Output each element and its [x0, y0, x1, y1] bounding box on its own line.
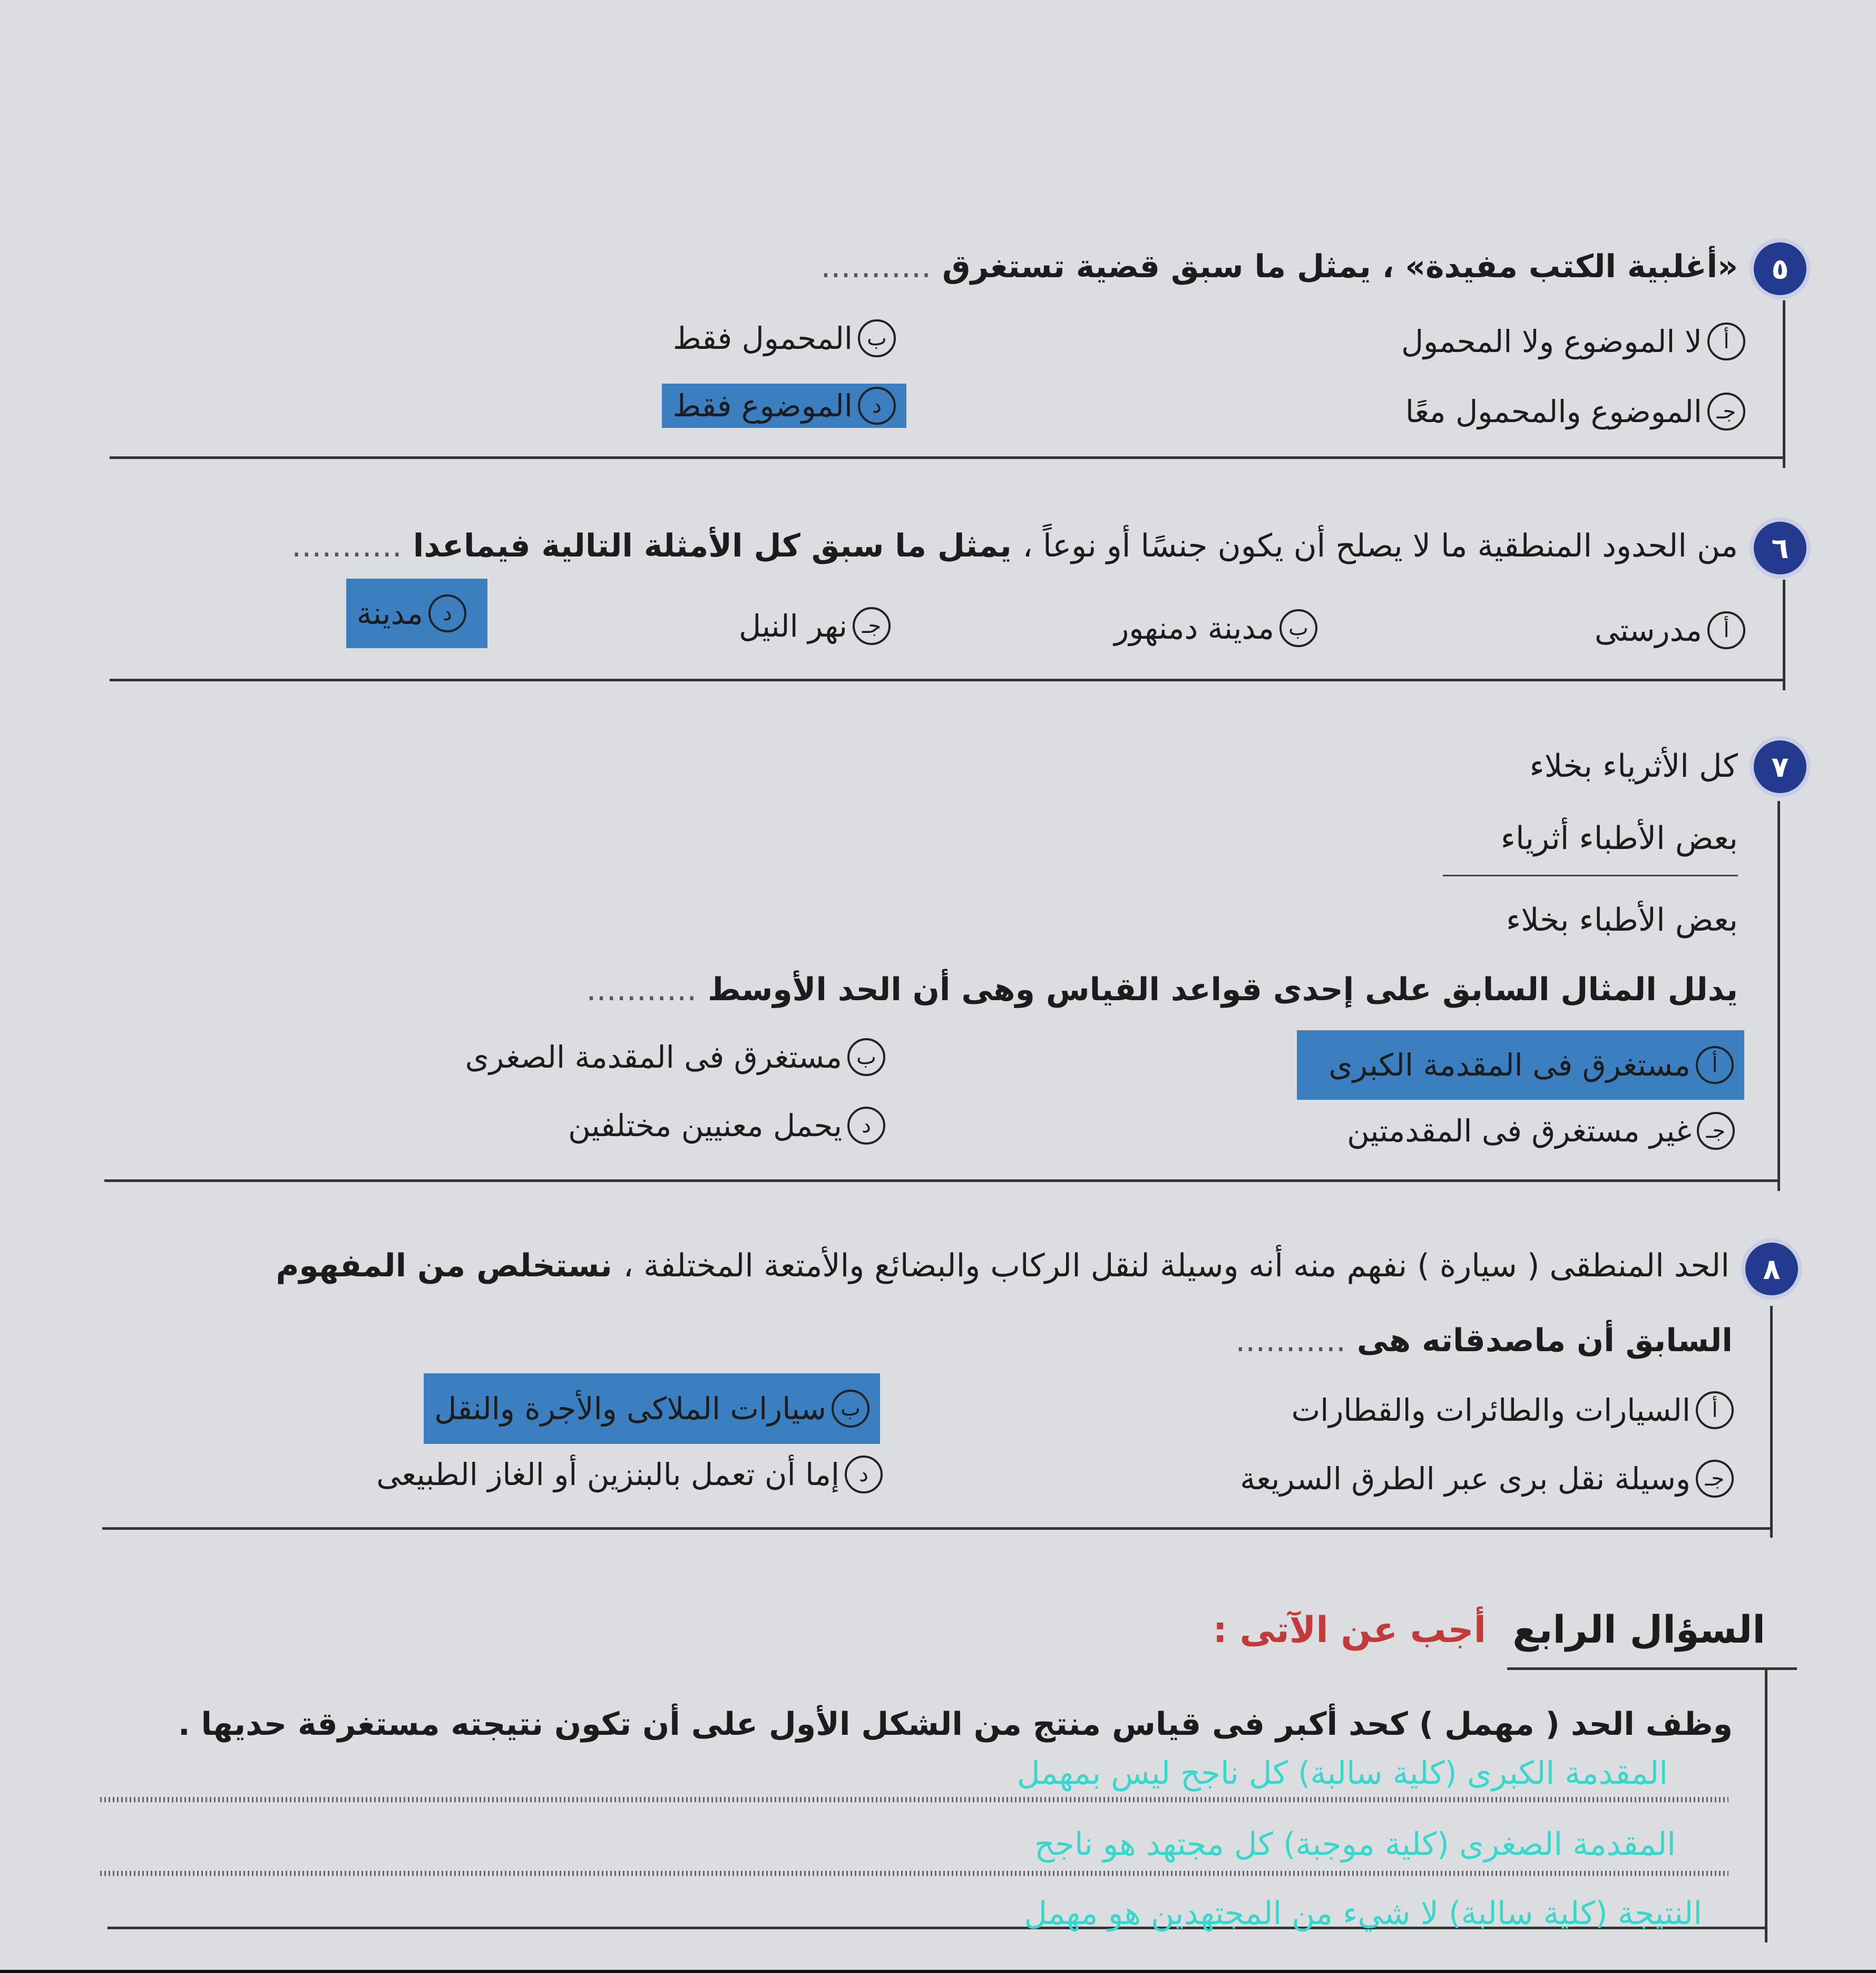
q8-frame-bottom — [102, 1527, 1773, 1530]
question-8-text-line1 — [276, 1247, 1730, 1285]
question-5-text — [820, 248, 1738, 286]
q6-option-a[interactable] — [1595, 611, 1745, 649]
option-label: غير مستغرق فى المقدمتين — [1347, 1113, 1692, 1149]
question-5-stem: «أغلبية الكتب مفيدة» ، يمثل ما سبق قضية تستغرق — [942, 248, 1738, 285]
option-label: وسيلة نقل برى عبر الطرق السريعة — [1240, 1461, 1691, 1497]
q5-option-a[interactable] — [1401, 323, 1745, 360]
option-label: إما أن تعمل بالبنزين أو الغاز الطبيعى — [376, 1457, 839, 1492]
question-7-premise-minor: بعض الأطباء أثرياء — [1500, 820, 1738, 857]
section-4-title-underline — [1507, 1667, 1797, 1670]
option-letter-b: ب — [847, 1038, 885, 1076]
option-label: سيارات الملاكى والأجرة والنقل — [434, 1391, 826, 1427]
question-8-text-line2 — [1235, 1322, 1733, 1360]
q7-option-b[interactable] — [465, 1038, 885, 1076]
question-7-conclusion: بعض الأطباء بخلاء — [1506, 902, 1738, 939]
question-8-stem-line2: السابق أن ماصدقاته هى — [1356, 1322, 1733, 1359]
q5-frame-bottom — [110, 456, 1785, 459]
q7-frame-bottom — [104, 1179, 1780, 1182]
page-bottom-edge — [0, 1970, 1876, 1973]
option-label: لا الموضوع ولا المحمول — [1401, 324, 1702, 359]
question-8-stem-bold: نستخلص من المفهوم — [276, 1247, 612, 1284]
q5-option-b[interactable] — [673, 319, 896, 357]
question-8-number: ٨ — [1745, 1243, 1798, 1295]
question-6-stem-bold: يمثل ما سبق كل الأمثلة التالية فيماعدا — [413, 528, 1012, 564]
option-label: نهر النيل — [738, 608, 847, 644]
option-label: الموضوع والمحمول معًا — [1405, 394, 1702, 429]
q5-frame-right — [1783, 300, 1785, 468]
syllogism-divider — [1443, 875, 1738, 876]
question-7-stem: يدلل المثال السابق على إحدى قواعد القياس وهى أن الحد الأوسط — [708, 971, 1738, 1008]
option-letter-b: ب — [858, 319, 896, 357]
q6-option-c[interactable] — [739, 607, 891, 645]
question-5-blank: ........... — [820, 248, 932, 285]
handwritten-answer-conclusion: النتيجة (كلية سالبة) لا شيء من المجتهدين هو مهمل — [1024, 1895, 1702, 1932]
question-5-number: ٥ — [1754, 242, 1806, 295]
option-letter-d: د — [428, 594, 466, 632]
option-letter-c: جـ — [1707, 393, 1745, 431]
section-4-frame-right — [1765, 1668, 1767, 1942]
option-label: مدرستى — [1595, 612, 1702, 648]
q7-option-a-selected[interactable] — [1297, 1030, 1744, 1100]
option-letter-a: أ — [1707, 611, 1745, 649]
option-letter-b: ب — [832, 1390, 869, 1428]
section-4-title: السؤال الرابع — [1512, 1607, 1765, 1652]
option-letter-c: جـ — [1697, 1112, 1735, 1150]
q5-option-c[interactable] — [1405, 393, 1745, 431]
option-letter-d: د — [858, 387, 896, 425]
question-6-stem-plain: من الحدود المنطقية ما لا يصلح أن يكون جنسًا أو نوعاً ، — [1022, 528, 1738, 564]
question-7-premise-major: كل الأثرياء بخلاء — [1529, 748, 1738, 785]
handwritten-answer-major-premise: المقدمة الكبرى (كلية سالبة) كل ناجح ليس بمهمل — [1017, 1755, 1668, 1792]
option-letter-d: د — [847, 1107, 885, 1145]
option-label: مدينة — [356, 595, 423, 631]
option-label: المحمول فقط — [673, 320, 853, 356]
q7-frame-right — [1777, 801, 1780, 1191]
question-7-number: ٧ — [1754, 740, 1806, 793]
q5-option-d-selected[interactable] — [662, 384, 906, 428]
answer-line-1 — [100, 1797, 1728, 1802]
question-8-blank: ........... — [1235, 1322, 1346, 1359]
question-8-stem-plain: الحد المنطقى ( سيارة ) نفهم منه أنه وسيلة لنقل الركاب والبضائع والأمتعة المختلفة ، — [623, 1247, 1730, 1284]
answer-line-2 — [100, 1871, 1728, 1876]
question-6-number: ٦ — [1754, 522, 1806, 574]
question-7-blank: ........... — [586, 971, 697, 1008]
option-label: السيارات والطائرات والقطارات — [1291, 1392, 1691, 1428]
q8-option-b-selected[interactable] — [424, 1373, 880, 1444]
q7-option-d[interactable] — [568, 1107, 885, 1145]
question-6-blank: ........... — [291, 528, 402, 564]
option-label: مدينة دمنهور — [1114, 610, 1274, 646]
option-letter-c: جـ — [1696, 1460, 1734, 1498]
q6-frame-bottom — [110, 679, 1785, 681]
section-4-instruction: أجب عن الآتى : — [1213, 1609, 1486, 1651]
q6-option-b[interactable] — [1114, 609, 1317, 647]
option-label: مستغرق فى المقدمة الكبرى — [1328, 1047, 1691, 1083]
section-4-question: وظف الحد ( مهمل ) كحد أكبر فى قياس منتج من الشكل الأول على أن تكون نتيجته مستغرقة حديها . — [178, 1706, 1733, 1743]
q6-frame-right — [1783, 580, 1785, 690]
option-letter-c: جـ — [853, 607, 891, 645]
option-letter-b: ب — [1279, 609, 1317, 647]
question-7-question — [586, 971, 1738, 1009]
q8-frame-right — [1770, 1306, 1773, 1538]
q6-option-d-selected[interactable] — [346, 579, 487, 648]
option-letter-a: أ — [1696, 1391, 1734, 1429]
q8-option-d[interactable] — [376, 1456, 883, 1493]
q7-option-c[interactable] — [1347, 1112, 1735, 1150]
question-6-text — [291, 527, 1738, 565]
option-letter-a: أ — [1696, 1046, 1734, 1084]
option-label: يحمل معنيين مختلفين — [568, 1108, 842, 1144]
q8-option-a[interactable] — [1292, 1391, 1734, 1429]
option-label: الموضوع فقط — [672, 388, 853, 424]
option-letter-d: د — [845, 1456, 883, 1493]
handwritten-answer-minor-premise: المقدمة الصغرى (كلية موجبة) كل مجتهد هو ناجح — [1034, 1826, 1676, 1863]
option-label: مستغرق فى المقدمة الصغرى — [465, 1039, 842, 1075]
q8-option-c[interactable] — [1240, 1460, 1734, 1498]
option-letter-a: أ — [1707, 323, 1745, 360]
